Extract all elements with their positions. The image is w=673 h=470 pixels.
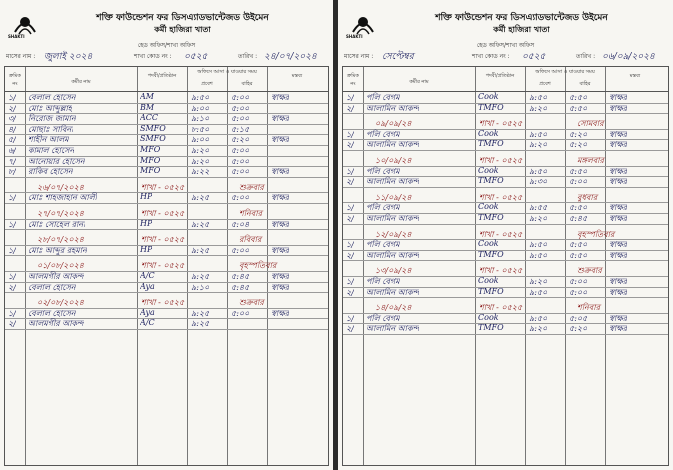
remarks-header: মন্তব্য <box>629 73 641 79</box>
designation-cell: SMFO <box>140 134 166 144</box>
arrival-cell: ৯:২৫ <box>191 308 210 318</box>
arrival-cell: ৯:১০ <box>191 282 210 292</box>
arrival-cell: ৯:২০ <box>529 324 548 334</box>
employee-name-cell: আলামিন আকন্দ <box>366 250 420 260</box>
designation-cell: MFO <box>140 166 161 176</box>
employee-name-cell: আলামিন আকন্দ <box>366 103 420 113</box>
branch-code-label: শাখা কোড নং : <box>472 53 510 60</box>
time-group-header: অফিসে আসা ও যাওয়ার সময় <box>197 69 257 75</box>
designation-cell: Aya <box>140 281 155 291</box>
arrival-cell: ৯:২৫ <box>191 245 210 255</box>
serial-cell: ১/ <box>8 193 16 203</box>
designation-cell: TMFO <box>478 176 504 186</box>
departure-cell: ৫:০০ <box>231 167 250 177</box>
arrival-cell: ৯:২৫ <box>191 219 210 229</box>
departure-cell: ৫:০০ <box>231 146 250 155</box>
designation-cell: Cook <box>478 128 499 138</box>
serial-header: ক্রমিক নং <box>9 73 21 87</box>
time-group-header: অফিসে আসা ও যাওয়ার সময় <box>535 69 595 75</box>
employee-name-cell: নিরোজ জামান <box>28 114 76 124</box>
designation-cell: TMFO <box>478 139 504 149</box>
arrival-cell: ৯:২৫ <box>191 319 210 329</box>
section-date: ১০/০৯/২৪ <box>375 156 412 165</box>
employee-name-cell: পলি বেগম <box>366 203 400 213</box>
office-label: হেড অফিস/শাখা অফিস <box>476 42 535 49</box>
section-day: শুক্রবার <box>239 182 264 192</box>
section-date: ১২/০৯/২৪ <box>375 229 412 239</box>
arrival-cell: ৯:২৫ <box>191 272 210 281</box>
employee-name-cell: বেলাল হোসেন <box>28 308 76 318</box>
section-branch-code: শাখা - ০৫২৫ <box>141 182 185 192</box>
designation-cell: HP <box>140 244 153 254</box>
arrival-cell: ৯:২০ <box>191 146 210 155</box>
serial-cell: ২/ <box>346 287 354 297</box>
employee-name-cell: বেলাল হোসেন <box>28 93 76 102</box>
designation-header: পদবী/প্রতিষ্ঠান <box>147 73 177 79</box>
column-divider <box>187 67 188 465</box>
designation-cell: TMFO <box>478 323 504 333</box>
section-day: শনিবার <box>239 209 262 218</box>
branch-code-value: ০৫২৫ <box>522 52 546 62</box>
employee-name-cell: আলামিন আকন্দ <box>366 287 420 297</box>
departure-cell: ৫:৫০ <box>569 203 588 213</box>
arrival-cell: ৯:০০ <box>191 103 210 113</box>
departure-cell: ৫:০০ <box>569 287 588 297</box>
date-label: তারিখ : <box>576 53 596 60</box>
departure-cell: ৫:০০ <box>231 103 250 113</box>
column-divider <box>605 67 606 465</box>
designation-cell: MFO <box>140 155 161 165</box>
column-divider <box>137 67 138 465</box>
signature-cell: স্বাক্ষর <box>609 177 628 187</box>
section-branch-code: শাখা - ০৫২৫ <box>479 266 523 276</box>
signature-cell: স্বাক্ষর <box>271 245 290 255</box>
section-date: ১৪/০৯/২৪ <box>375 303 412 313</box>
employee-name-cell: মোঃ শাহজাহান আলী <box>28 193 97 203</box>
departure-cell: ৫:০০ <box>231 308 250 318</box>
departure-cell: ৫:৪৫ <box>569 214 588 223</box>
arrival-cell: ৯:৫০ <box>529 250 548 260</box>
serial-cell: ৮/ <box>8 167 16 177</box>
departure-cell: ৫:০৪ <box>231 219 250 229</box>
serial-cell: ২/ <box>346 250 354 260</box>
employee-name-cell: আলামিন আকন্দ <box>366 177 420 187</box>
section-date: ২৮/০৭/২০২৪ <box>37 235 84 245</box>
section-day: বৃহস্পতিবার <box>239 261 277 271</box>
signature-cell: স্বাক্ষর <box>271 93 290 102</box>
signature-cell: স্বাক্ষর <box>609 324 628 334</box>
serial-cell: ১/ <box>346 93 354 102</box>
column-divider <box>475 67 476 465</box>
employee-name-cell: আলমগীর আকন্দ <box>28 319 84 329</box>
section-day: বৃহস্পতিবার <box>577 229 615 239</box>
signature-cell: স্বাক্ষর <box>609 203 628 213</box>
departure-cell: ৫:৫০ <box>569 166 588 176</box>
org-name: শক্তি ফাউন্ডেশন ফর ডিসএ্যাডভান্টেজড উইমেন <box>96 13 269 23</box>
section-branch-code: শাখা - ০৫২৫ <box>479 192 523 202</box>
employee-name-cell: আলমগীর আকন্দ <box>28 272 84 281</box>
employee-name-cell: পলি বেগম <box>366 240 400 250</box>
serial-cell: ১/ <box>346 240 354 250</box>
designation-cell: A/C <box>140 271 155 280</box>
section-date: ০৯/০৯/২৪ <box>375 119 412 129</box>
employee-name-cell: মোছাঃ সাবিনা <box>28 124 74 134</box>
signature-cell: স্বাক্ষর <box>609 166 628 176</box>
section-day: শুক্রবার <box>239 298 264 308</box>
employee-name-cell: মোঃ সোহেল রানা <box>28 219 86 229</box>
date-value: ০৬/০৯/২০২৪ <box>602 52 655 62</box>
departure-header: বাহির <box>241 81 253 87</box>
serial-cell: ২/ <box>346 140 354 150</box>
attendance-page-left <box>0 0 333 470</box>
section-day: মঙ্গলবার <box>577 156 604 165</box>
employee-name-cell: আলামিন আকন্দ <box>366 140 420 150</box>
serial-cell: ১/ <box>346 129 354 139</box>
serial-cell: ১/ <box>8 219 16 229</box>
section-date: ১৩/০৯/২৪ <box>375 266 412 276</box>
designation-cell: Cook <box>478 276 499 285</box>
section-branch-code: শাখা - ০৫২৫ <box>479 303 523 313</box>
arrival-header: প্রবেশ <box>201 81 213 87</box>
signature-cell: স্বাক্ষর <box>271 135 290 145</box>
signature-cell: স্বাক্ষর <box>271 193 290 203</box>
arrival-header: প্রবেশ <box>539 81 551 87</box>
arrival-cell: ৯:২০ <box>529 214 548 223</box>
column-divider <box>565 67 566 465</box>
signature-cell: স্বাক্ষর <box>609 277 628 286</box>
section-branch-code: শাখা - ০৫২৫ <box>479 229 523 239</box>
section-branch-code: শাখা - ০৫২৫ <box>479 119 523 129</box>
designation-cell: ACC <box>140 113 159 123</box>
serial-cell: ২/ <box>346 324 354 334</box>
attendance-page-right <box>338 0 673 470</box>
departure-cell: ৫:০০ <box>231 245 250 255</box>
serial-cell: ১/ <box>8 272 16 281</box>
table-header <box>5 67 328 92</box>
departure-header: বাহির <box>579 81 591 87</box>
employee-name-cell: পলি বেগম <box>366 277 400 286</box>
serial-cell: ৪/ <box>8 124 16 134</box>
serial-cell: ১/ <box>346 203 354 213</box>
branch-code-value: ০৫২৫ <box>184 52 208 62</box>
arrival-cell: ৯:২০ <box>529 140 548 150</box>
month-value: জুলাই ২০২৪ <box>44 52 93 62</box>
section-date: ০২/০৮/২০২৪ <box>37 298 84 308</box>
section-day: শনিবার <box>577 303 600 313</box>
employee-name-cell: আনোয়ার হোসেন <box>28 156 85 166</box>
designation-cell: BM <box>140 102 155 112</box>
register-title: কর্মী হাজিরা খাতা <box>493 25 550 34</box>
departure-cell: ৫:০০ <box>231 114 250 124</box>
section-date: ০১/০৮/২০২৪ <box>37 261 84 271</box>
departure-cell: ৫:২০ <box>569 129 588 139</box>
designation-cell: TMFO <box>478 213 504 222</box>
name-header: কর্মীর নাম <box>409 79 429 85</box>
meta-row <box>344 51 667 63</box>
arrival-cell: ৯:২০ <box>529 103 548 113</box>
remarks-header: মন্তব্য <box>291 73 303 79</box>
departure-cell: ৫:১৫ <box>231 124 250 134</box>
table-header <box>343 67 668 92</box>
org-name: শক্তি ফাউন্ডেশন ফর ডিসএ্যাডভান্টেজড উইমেন <box>435 13 608 23</box>
signature-cell: স্বাক্ষর <box>271 167 290 177</box>
designation-cell: Cook <box>478 239 499 249</box>
arrival-cell: ৯:৫০ <box>529 93 548 102</box>
column-divider <box>363 67 364 465</box>
serial-cell: ২/ <box>346 214 354 223</box>
employee-name-cell: রাকিব হোসেন <box>28 167 73 177</box>
serial-cell: ১/ <box>346 166 354 176</box>
section-branch-code: শাখা - ০৫২৫ <box>141 209 185 218</box>
signature-cell: স্বাক্ষর <box>271 282 290 292</box>
serial-cell: ১/ <box>8 245 16 255</box>
attendance-table <box>4 66 329 466</box>
register-title: কর্মী হাজিরা খাতা <box>154 25 211 34</box>
designation-cell: HP <box>140 192 153 202</box>
designation-cell: Cook <box>478 202 499 212</box>
serial-cell: ১/ <box>346 313 354 323</box>
arrival-cell: ৯:৫০ <box>191 93 210 102</box>
serial-cell: ২/ <box>8 319 16 329</box>
date-label: তারিখ : <box>238 53 258 60</box>
arrival-cell: ৯:৫০ <box>529 240 548 250</box>
month-value: সেপ্টেম্বর <box>382 52 414 62</box>
section-branch-code: শাখা - ০৫২৫ <box>141 261 185 271</box>
serial-cell: ১/ <box>346 277 354 286</box>
serial-cell: ৬/ <box>8 146 16 155</box>
column-divider <box>525 67 526 465</box>
column-divider <box>227 67 228 465</box>
employee-name-cell: পলি বেগম <box>366 129 400 139</box>
signature-cell: স্বাক্ষর <box>609 140 628 150</box>
date-value: ২৪/০৭/২০২৪ <box>264 52 317 62</box>
serial-cell: ৩/ <box>8 114 16 124</box>
departure-cell: ৫:৫০ <box>569 250 588 260</box>
departure-cell: ৫:৫০ <box>569 240 588 250</box>
departure-cell: ৫:০০ <box>231 156 250 166</box>
arrival-cell: ৯:৫০ <box>529 166 548 176</box>
employee-name-cell: বেলাল হোসেন <box>28 282 76 292</box>
signature-cell: স্বাক্ষর <box>271 308 290 318</box>
employee-name-cell: পলি বেগম <box>366 166 400 176</box>
employee-name-cell: কামাল হোসেন <box>28 146 75 155</box>
departure-cell: ৫:০০ <box>231 193 250 203</box>
section-day: শুক্রবার <box>577 266 602 276</box>
designation-cell: TMFO <box>478 249 504 259</box>
signature-cell: স্বাক্ষর <box>271 219 290 229</box>
signature-cell: স্বাক্ষর <box>609 93 628 102</box>
month-label: মাসের নাম : <box>6 53 36 60</box>
employee-name-cell: আলামিন আকন্দ <box>366 214 420 223</box>
logo-text: SHAKTI <box>346 34 363 39</box>
signature-cell: স্বাক্ষর <box>609 214 628 223</box>
departure-cell: ৫:২০ <box>231 135 250 145</box>
employee-name-cell: শাহীন আলম <box>28 135 69 145</box>
month-label: মাসের নাম : <box>344 53 374 60</box>
serial-cell: ৫/ <box>8 135 16 145</box>
signature-cell: স্বাক্ষর <box>609 250 628 260</box>
designation-cell: Aya <box>140 307 155 317</box>
arrival-cell: ৯:২৫ <box>191 193 210 203</box>
meta-row <box>6 51 327 63</box>
designation-cell: SMFO <box>140 123 166 133</box>
departure-cell: ৫:৫০ <box>569 93 588 102</box>
arrival-cell: ৯:৫০ <box>529 287 548 297</box>
departure-cell: ৫:৪৫ <box>231 272 250 281</box>
employee-name-cell: আলামিন আকন্দ <box>366 324 420 334</box>
section-day: বুধবার <box>577 192 598 202</box>
departure-cell: ৫:০০ <box>231 93 250 102</box>
serial-cell: ১/ <box>8 93 16 102</box>
section-date: ২৭/০৭/২০২৪ <box>37 209 84 218</box>
designation-cell: TMFO <box>478 102 504 112</box>
serial-cell: ২/ <box>8 282 16 292</box>
departure-cell: ৫:৪৫ <box>231 282 250 292</box>
name-header: কর্মীর নাম <box>71 79 91 85</box>
logo-text: SHAKTI <box>8 34 25 39</box>
signature-cell: স্বাক্ষর <box>609 129 628 139</box>
employee-name-cell: মোঃ আব্দুর রহমান <box>28 245 87 255</box>
section-branch-code: শাখা - ০৫২৫ <box>141 298 185 308</box>
section-date: ২৬/০৭/২০২৪ <box>37 182 84 192</box>
designation-cell: MFO <box>140 145 161 154</box>
column-divider <box>25 67 26 465</box>
designation-cell: AM <box>140 92 154 101</box>
departure-cell: ৫:০০ <box>569 277 588 286</box>
arrival-cell: ৮:৫০ <box>191 124 210 134</box>
serial-header: ক্রমিক নং <box>347 73 359 87</box>
serial-cell: ২/ <box>346 177 354 187</box>
departure-cell: ৫:০০ <box>569 177 588 187</box>
departure-cell: ৫:২০ <box>569 324 588 334</box>
section-branch-code: শাখা - ০৫২৫ <box>479 156 523 165</box>
arrival-cell: ৯:০০ <box>191 135 210 145</box>
office-label: হেড অফিস/শাখা অফিস <box>137 42 196 49</box>
section-day: সোমবার <box>577 119 604 129</box>
section-branch-code: শাখা - ০৫২৫ <box>141 235 185 245</box>
designation-cell: Cook <box>478 165 499 175</box>
designation-cell: TMFO <box>478 286 504 296</box>
designation-cell: A/C <box>140 318 155 328</box>
departure-cell: ৫:২০ <box>569 140 588 150</box>
employee-name-cell: মোঃ আব্দুল্লাহ <box>28 103 72 113</box>
section-day: রবিবার <box>239 235 262 245</box>
designation-cell: HP <box>140 218 153 228</box>
signature-cell: স্বাক্ষর <box>609 313 628 323</box>
arrival-cell: ৯:২০ <box>191 156 210 166</box>
attendance-table <box>342 66 669 466</box>
departure-cell: ৫:০৫ <box>569 313 588 323</box>
employee-name-cell: পলি বেগম <box>366 313 400 323</box>
signature-cell: স্বাক্ষর <box>271 114 290 124</box>
employee-name-cell: পলি বেগম <box>366 93 400 102</box>
section-date: ১১/০৯/২৪ <box>375 192 412 202</box>
arrival-cell: ৯:৩০ <box>529 177 548 187</box>
signature-cell: স্বাক্ষর <box>609 287 628 297</box>
designation-cell: Cook <box>478 92 499 101</box>
arrival-cell: ৯:১০ <box>191 114 210 124</box>
arrival-cell: ৯:২০ <box>529 277 548 286</box>
signature-cell: স্বাক্ষর <box>609 240 628 250</box>
serial-cell: ৭/ <box>8 156 16 166</box>
branch-code-label: শাখা কোড নং : <box>134 53 172 60</box>
signature-cell: স্বাক্ষর <box>271 272 290 281</box>
arrival-cell: ৯:৫০ <box>529 129 548 139</box>
serial-cell: ২/ <box>346 103 354 113</box>
arrival-cell: ৯:২২ <box>191 167 210 177</box>
signature-cell: স্বাক্ষর <box>609 103 628 113</box>
serial-cell: ২/ <box>8 103 16 113</box>
departure-cell: ৫:৫০ <box>569 103 588 113</box>
designation-header: পদবী/প্রতিষ্ঠান <box>485 73 515 79</box>
designation-cell: Cook <box>478 312 499 322</box>
arrival-cell: ৯:৫০ <box>529 313 548 323</box>
arrival-cell: ৯:৫৫ <box>529 203 548 213</box>
serial-cell: ১/ <box>8 308 16 318</box>
